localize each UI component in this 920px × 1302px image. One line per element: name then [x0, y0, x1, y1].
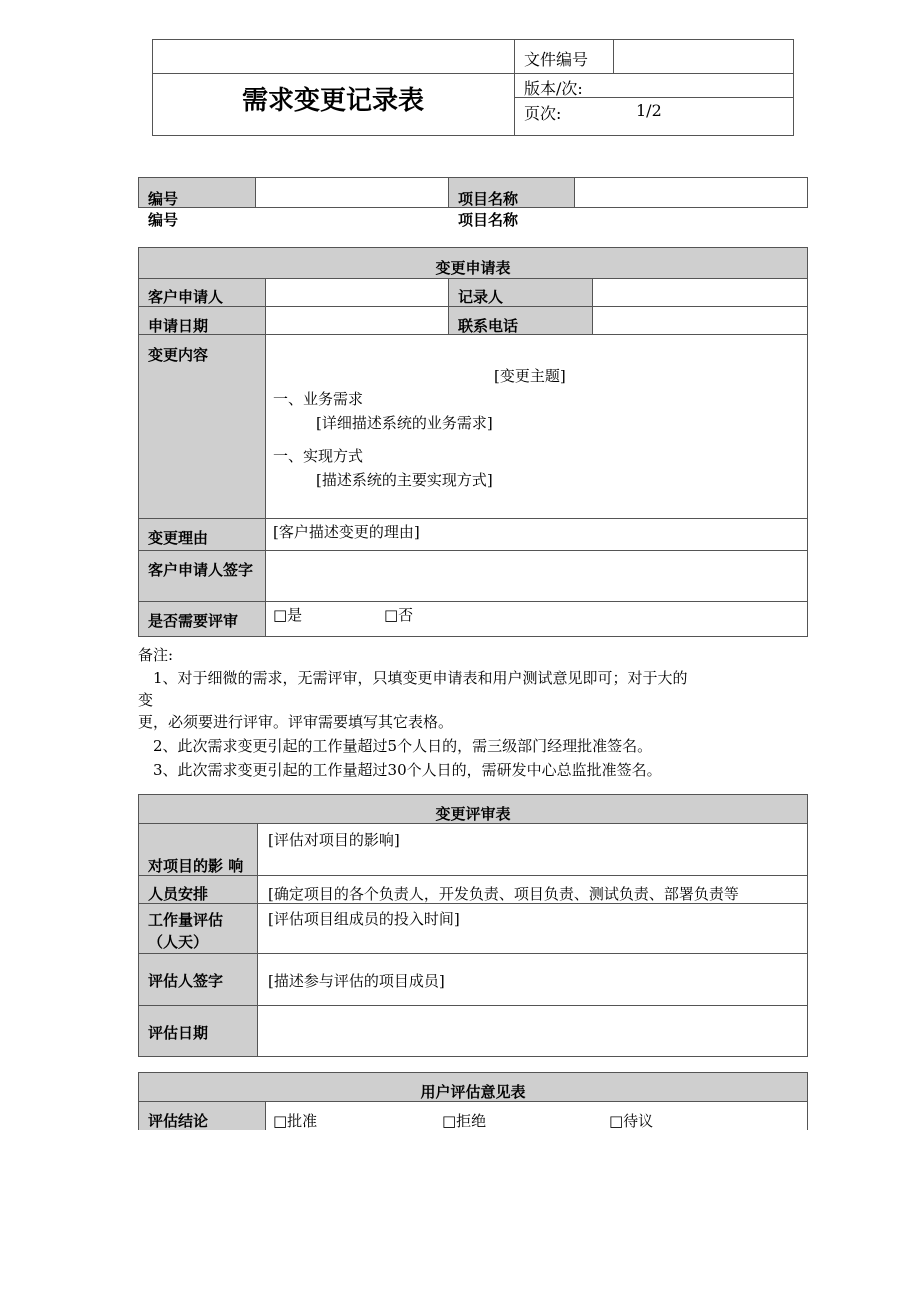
- review-yes-checkbox[interactable]: □是: [273, 606, 303, 624]
- version-label: 版本/次:: [524, 79, 583, 98]
- content-topic: [变更主题]: [494, 367, 566, 385]
- content-item1-detail: [详细描述系统的业务需求]: [316, 414, 493, 432]
- workload-label: 工作量评估（人天）: [148, 911, 224, 951]
- impact-label: 对项目的影 响: [148, 857, 244, 875]
- reject-checkbox[interactable]: □拒绝: [442, 1112, 487, 1130]
- note-line-3: 3、此次需求变更引起的工作量超过30个人日的，需研发中心总监批准签名。: [153, 761, 662, 779]
- notes-heading: 备注:: [138, 646, 174, 664]
- staff-label: 人员安排: [148, 885, 209, 903]
- no-label: 编号: [148, 190, 179, 208]
- change-request-title: 变更申请表: [435, 259, 511, 277]
- project-name-label-below: 项目名称: [458, 211, 519, 229]
- note-line-1a: 1、对于细微的需求，无需评审，只填变更申请表和用户测试意见即可；对于大的: [153, 669, 688, 687]
- page-title: 需求变更记录表: [241, 86, 424, 116]
- content-item2-detail: [描述系统的主要实现方式]: [316, 471, 493, 489]
- page-label: 页次:: [524, 104, 562, 123]
- note-line-1c: 更，必须要进行评审。评审需要填写其它表格。: [138, 713, 454, 731]
- change-review-title: 变更评审表: [435, 805, 511, 823]
- user-eval-title: 用户评估意见表: [420, 1083, 526, 1101]
- pending-checkbox[interactable]: □待议: [609, 1112, 654, 1130]
- apply-date-label: 申请日期: [148, 317, 209, 335]
- staff-value: [确定项目的各个负责人，开发负责、项目负责、测试负责、部署负责等: [268, 885, 739, 903]
- recorder-label: 记录人: [458, 288, 504, 306]
- no-label-below: 编号: [148, 211, 179, 229]
- signer-label: 评估人签字: [148, 972, 224, 990]
- signature-label: 客户申请人签字: [148, 561, 254, 579]
- approve-checkbox[interactable]: □批准: [273, 1112, 318, 1130]
- content-item2: 一、实现方式: [273, 447, 364, 465]
- content-item1: 一、业务需求: [273, 390, 364, 408]
- note-line-2: 2、此次需求变更引起的工作量超过5个人日的，需三级部门经理批准签名。: [153, 737, 653, 755]
- reason-value: [客户描述变更的理由]: [273, 523, 420, 541]
- note-line-1b: 变: [138, 691, 154, 709]
- phone-label: 联系电话: [458, 317, 519, 335]
- page-value: 1/2: [636, 101, 662, 120]
- impact-value: [评估对项目的影响]: [268, 831, 400, 849]
- review-needed-label: 是否需要评审: [148, 612, 239, 630]
- signer-value: [描述参与评估的项目成员]: [268, 972, 445, 990]
- eval-date-label: 评估日期: [148, 1024, 209, 1042]
- content-label: 变更内容: [148, 346, 209, 364]
- workload-value: [评估项目组成员的投入时间]: [268, 910, 460, 928]
- reason-label: 变更理由: [148, 529, 209, 547]
- review-no-checkbox[interactable]: □否: [384, 606, 414, 624]
- applicant-label: 客户申请人: [148, 288, 224, 306]
- doc-no-label: 文件编号: [524, 50, 589, 69]
- project-name-label: 项目名称: [458, 190, 519, 208]
- conclusion-label: 评估结论: [148, 1112, 209, 1130]
